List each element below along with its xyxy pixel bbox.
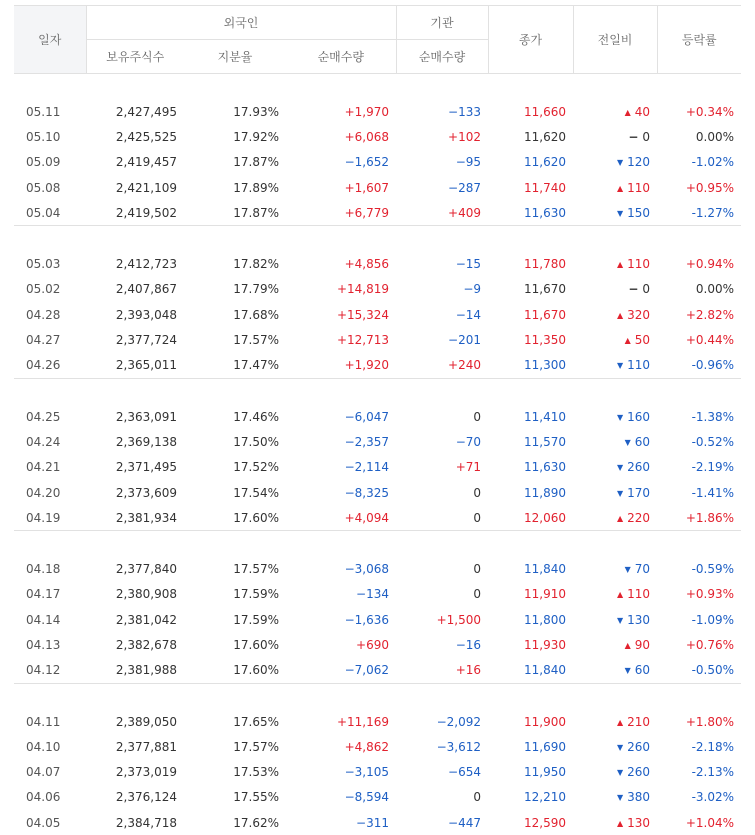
cell-date: 04.05 [14,810,86,835]
cell-foreign-net: +6,779 [286,200,396,226]
table-row [14,505,741,531]
cell-institution-net: −287 [396,175,488,200]
cell-ratio: 17.59% [184,582,286,607]
cell-foreign-net: +4,094 [286,505,396,531]
table-row [14,150,741,175]
header-close: 종가 [488,6,573,74]
cell-foreign-net: +690 [286,632,396,657]
cell-date: 04.17 [14,582,86,607]
cell-change-value: 90 [635,638,650,652]
cell-date: 04.20 [14,480,86,505]
cell-change-value: 260 [627,765,650,779]
cell-date: 05.04 [14,200,86,226]
group-spacer [14,378,741,404]
cell-foreign-net: +1,970 [286,99,396,124]
down-triangle-icon: ▼ [617,413,623,422]
cell-change-value: 0 [642,130,650,144]
cell-ratio: 17.50% [184,429,286,454]
cell-close: 11,950 [488,760,573,785]
cell-institution-net: 0 [396,404,488,429]
header-date: 일자 [14,6,86,74]
cell-change [573,327,657,352]
cell-change-value: 170 [627,486,650,500]
cell-foreign-net: +6,068 [286,124,396,149]
cell-foreign-net: −2,357 [286,429,396,454]
cell-close: 11,570 [488,429,573,454]
cell-holdings: 2,421,109 [86,175,184,200]
header-change: 전일비 [573,6,657,74]
cell-close: 11,410 [488,404,573,429]
cell-ratio: 17.87% [184,150,286,175]
cell-foreign-net: −8,325 [286,480,396,505]
cell-close: 12,060 [488,505,573,531]
cell-foreign-net: −6,047 [286,404,396,429]
cell-change-value: 50 [635,333,650,347]
up-triangle-icon: ▲ [617,260,623,269]
flat-dash-icon: − [628,130,638,144]
cell-change [573,785,657,810]
cell-holdings: 2,365,011 [86,353,184,379]
table-row [14,124,741,149]
cell-date: 04.24 [14,429,86,454]
cell-ratio: 17.57% [184,556,286,581]
cell-ratio: 17.68% [184,302,286,327]
cell-change [573,810,657,835]
cell-change-value: 40 [635,105,650,119]
header-ratio: 지분율 [184,40,286,74]
down-triangle-icon: ▼ [625,666,631,675]
down-triangle-icon: ▼ [625,438,631,447]
cell-change-value: 210 [627,715,650,729]
cell-holdings: 2,381,988 [86,658,184,684]
table-row [14,99,741,124]
cell-institution-net: 0 [396,582,488,607]
cell-rate: -1.02% [657,150,741,175]
cell-foreign-net: −2,114 [286,455,396,480]
header-rate: 등락률 [657,6,741,74]
cell-rate: +0.76% [657,632,741,657]
cell-close: 11,620 [488,150,573,175]
header-foreign-net: 순매수량 [286,40,396,74]
cell-change [573,124,657,149]
cell-institution-net: −9 [396,277,488,302]
cell-ratio: 17.60% [184,658,286,684]
cell-date: 04.13 [14,632,86,657]
cell-foreign-net: −3,068 [286,556,396,581]
cell-close: 11,660 [488,99,573,124]
cell-holdings: 2,377,724 [86,327,184,352]
cell-rate: -1.38% [657,404,741,429]
cell-change [573,200,657,226]
cell-ratio: 17.47% [184,353,286,379]
down-triangle-icon: ▼ [617,361,623,370]
cell-ratio: 17.79% [184,277,286,302]
table-row [14,251,741,276]
cell-close: 11,350 [488,327,573,352]
cell-holdings: 2,376,124 [86,785,184,810]
table-row [14,734,741,759]
cell-foreign-net: −3,105 [286,760,396,785]
cell-institution-net: −95 [396,150,488,175]
cell-ratio: 17.82% [184,251,286,276]
group-spacer [14,531,741,557]
cell-change-value: 220 [627,511,650,525]
cell-close: 11,630 [488,200,573,226]
cell-institution-net: −15 [396,251,488,276]
cell-foreign-net: +1,607 [286,175,396,200]
cell-change [573,251,657,276]
cell-foreign-net: +12,713 [286,327,396,352]
table-row [14,760,741,785]
cell-holdings: 2,377,881 [86,734,184,759]
cell-institution-net: 0 [396,480,488,505]
up-triangle-icon: ▲ [625,641,631,650]
cell-change-value: 60 [635,435,650,449]
down-triangle-icon: ▼ [617,743,623,752]
cell-change-value: 120 [627,155,650,169]
cell-ratio: 17.46% [184,404,286,429]
cell-holdings: 2,363,091 [86,404,184,429]
cell-holdings: 2,373,609 [86,480,184,505]
table-row [14,455,741,480]
cell-rate: -2.13% [657,760,741,785]
down-triangle-icon: ▼ [617,489,623,498]
cell-change [573,429,657,454]
cell-institution-net: 0 [396,785,488,810]
up-triangle-icon: ▲ [617,311,623,320]
down-triangle-icon: ▼ [617,768,623,777]
cell-holdings: 2,393,048 [86,302,184,327]
cell-ratio: 17.55% [184,785,286,810]
cell-close: 12,590 [488,810,573,835]
cell-institution-net: +409 [396,200,488,226]
cell-close: 11,670 [488,302,573,327]
cell-rate: +0.44% [657,327,741,352]
up-triangle-icon: ▲ [617,718,623,727]
table-row [14,429,741,454]
cell-foreign-net: +4,856 [286,251,396,276]
cell-foreign-net: −1,652 [286,150,396,175]
header-holdings: 보유주식수 [86,40,184,74]
cell-change-value: 110 [627,257,650,271]
cell-institution-net: +102 [396,124,488,149]
cell-date: 04.06 [14,785,86,810]
cell-holdings: 2,381,042 [86,607,184,632]
cell-date: 04.19 [14,505,86,531]
cell-ratio: 17.92% [184,124,286,149]
cell-date: 04.28 [14,302,86,327]
cell-rate: -3.02% [657,785,741,810]
cell-change-value: 320 [627,308,650,322]
cell-holdings: 2,381,934 [86,505,184,531]
cell-holdings: 2,377,840 [86,556,184,581]
cell-date: 04.27 [14,327,86,352]
cell-institution-net: 0 [396,556,488,581]
cell-close: 11,630 [488,455,573,480]
table-row [14,480,741,505]
cell-foreign-net: −1,636 [286,607,396,632]
cell-institution-net: −16 [396,632,488,657]
cell-institution-net: −14 [396,302,488,327]
group-spacer [14,683,741,709]
cell-foreign-net: +1,920 [286,353,396,379]
cell-holdings: 2,389,050 [86,709,184,734]
cell-holdings: 2,369,138 [86,429,184,454]
cell-ratio: 17.59% [184,607,286,632]
up-triangle-icon: ▲ [625,336,631,345]
cell-rate: -1.27% [657,200,741,226]
cell-foreign-net: −7,062 [286,658,396,684]
cell-date: 05.03 [14,251,86,276]
cell-date: 04.12 [14,658,86,684]
cell-date: 04.07 [14,760,86,785]
header-institution-net: 순매수량 [396,40,488,74]
table-row [14,658,741,684]
cell-ratio: 17.57% [184,327,286,352]
cell-holdings: 2,419,502 [86,200,184,226]
group-spacer [14,74,741,100]
cell-ratio: 17.65% [184,709,286,734]
table-row [14,353,741,379]
cell-institution-net: −201 [396,327,488,352]
cell-change [573,734,657,759]
cell-close: 11,890 [488,480,573,505]
cell-rate: +0.94% [657,251,741,276]
cell-change [573,505,657,531]
cell-date: 04.25 [14,404,86,429]
table-row [14,785,741,810]
table-row [14,556,741,581]
cell-change [573,302,657,327]
cell-institution-net: +1,500 [396,607,488,632]
cell-change-value: 60 [635,663,650,677]
cell-change [573,150,657,175]
cell-ratio: 17.89% [184,175,286,200]
cell-change-value: 150 [627,206,650,220]
cell-institution-net: −447 [396,810,488,835]
table-row [14,200,741,226]
cell-change-value: 380 [627,790,650,804]
cell-rate: -2.18% [657,734,741,759]
cell-date: 04.11 [14,709,86,734]
cell-date: 05.09 [14,150,86,175]
table-row [14,404,741,429]
cell-date: 04.18 [14,556,86,581]
cell-change-value: 260 [627,460,650,474]
cell-rate: -2.19% [657,455,741,480]
cell-institution-net: −70 [396,429,488,454]
cell-foreign-net: +4,862 [286,734,396,759]
cell-foreign-net: −134 [286,582,396,607]
cell-change [573,607,657,632]
up-triangle-icon: ▲ [617,514,623,523]
cell-change-value: 160 [627,410,650,424]
cell-institution-net: 0 [396,505,488,531]
cell-change [573,582,657,607]
cell-date: 04.26 [14,353,86,379]
down-triangle-icon: ▼ [617,158,623,167]
cell-ratio: 17.54% [184,480,286,505]
cell-ratio: 17.62% [184,810,286,835]
cell-close: 11,840 [488,658,573,684]
header-institution: 기관 [396,6,488,40]
cell-foreign-net: +14,819 [286,277,396,302]
cell-foreign-net: +11,169 [286,709,396,734]
cell-change-value: 130 [627,613,650,627]
cell-close: 12,210 [488,785,573,810]
cell-ratio: 17.60% [184,505,286,531]
table-row [14,277,741,302]
cell-ratio: 17.57% [184,734,286,759]
cell-ratio: 17.87% [184,200,286,226]
cell-holdings: 2,380,908 [86,582,184,607]
cell-change-value: 110 [627,181,650,195]
cell-close: 11,780 [488,251,573,276]
cell-date: 05.08 [14,175,86,200]
cell-institution-net: −654 [396,760,488,785]
down-triangle-icon: ▼ [617,209,623,218]
table-row [14,327,741,352]
down-triangle-icon: ▼ [617,463,623,472]
cell-rate: -0.59% [657,556,741,581]
cell-close: 11,620 [488,124,573,149]
cell-change-value: 130 [627,816,650,830]
cell-rate: -1.41% [657,480,741,505]
cell-change [573,404,657,429]
cell-rate: +1.80% [657,709,741,734]
cell-foreign-net: +15,324 [286,302,396,327]
cell-date: 04.21 [14,455,86,480]
table-row [14,302,741,327]
cell-change [573,760,657,785]
group-spacer [14,226,741,252]
header-foreign: 외국인 [86,6,396,40]
cell-ratio: 17.52% [184,455,286,480]
cell-institution-net: +16 [396,658,488,684]
cell-holdings: 2,373,019 [86,760,184,785]
cell-rate: +0.95% [657,175,741,200]
cell-rate: 0.00% [657,124,741,149]
cell-institution-net: −2,092 [396,709,488,734]
cell-change [573,455,657,480]
cell-change [573,99,657,124]
cell-rate: 0.00% [657,277,741,302]
cell-change [573,175,657,200]
cell-change-value: 260 [627,740,650,754]
cell-change-value: 0 [642,282,650,296]
cell-holdings: 2,382,678 [86,632,184,657]
cell-holdings: 2,427,495 [86,99,184,124]
cell-rate: +1.86% [657,505,741,531]
cell-ratio: 17.60% [184,632,286,657]
cell-close: 11,910 [488,582,573,607]
cell-change [573,556,657,581]
cell-rate: +1.04% [657,810,741,835]
cell-change-value: 70 [635,562,650,576]
up-triangle-icon: ▲ [617,184,623,193]
cell-date: 04.14 [14,607,86,632]
cell-close: 11,900 [488,709,573,734]
cell-close: 11,740 [488,175,573,200]
down-triangle-icon: ▼ [625,565,631,574]
cell-holdings: 2,384,718 [86,810,184,835]
table-row [14,709,741,734]
cell-date: 04.10 [14,734,86,759]
cell-rate: +0.93% [657,582,741,607]
table-body [14,74,741,835]
cell-holdings: 2,419,457 [86,150,184,175]
cell-rate: -0.96% [657,353,741,379]
cell-rate: +2.82% [657,302,741,327]
cell-close: 11,840 [488,556,573,581]
flat-dash-icon: − [628,282,638,296]
cell-change [573,353,657,379]
down-triangle-icon: ▼ [617,616,623,625]
cell-change [573,658,657,684]
cell-institution-net: +71 [396,455,488,480]
table-row [14,607,741,632]
up-triangle-icon: ▲ [617,590,623,599]
cell-change [573,632,657,657]
cell-date: 05.11 [14,99,86,124]
cell-close: 11,800 [488,607,573,632]
cell-rate: +0.34% [657,99,741,124]
up-triangle-icon: ▲ [617,819,623,828]
cell-change [573,480,657,505]
cell-rate: -0.50% [657,658,741,684]
cell-close: 11,930 [488,632,573,657]
table-row [14,175,741,200]
up-triangle-icon: ▲ [625,108,631,117]
cell-change [573,709,657,734]
cell-date: 05.02 [14,277,86,302]
cell-ratio: 17.53% [184,760,286,785]
cell-holdings: 2,371,495 [86,455,184,480]
cell-holdings: 2,407,867 [86,277,184,302]
foreign-institution-trading-table [14,5,741,835]
cell-date: 05.10 [14,124,86,149]
cell-institution-net: −133 [396,99,488,124]
cell-foreign-net: −311 [286,810,396,835]
cell-close: 11,670 [488,277,573,302]
cell-holdings: 2,425,525 [86,124,184,149]
cell-foreign-net: −8,594 [286,785,396,810]
cell-institution-net: −3,612 [396,734,488,759]
cell-rate: -0.52% [657,429,741,454]
cell-change-value: 110 [627,587,650,601]
table-row [14,632,741,657]
cell-close: 11,300 [488,353,573,379]
down-triangle-icon: ▼ [617,793,623,802]
cell-institution-net: +240 [396,353,488,379]
cell-holdings: 2,412,723 [86,251,184,276]
cell-change-value: 110 [627,358,650,372]
cell-ratio: 17.93% [184,99,286,124]
table-row [14,810,741,835]
cell-close: 11,690 [488,734,573,759]
table-row [14,582,741,607]
cell-rate: -1.09% [657,607,741,632]
cell-change [573,277,657,302]
